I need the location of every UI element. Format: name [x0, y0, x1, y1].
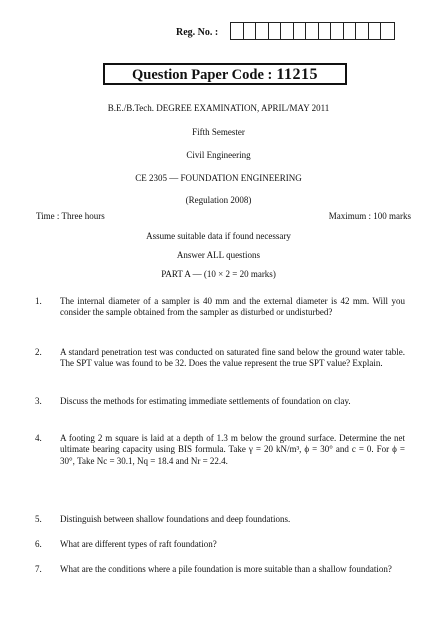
assume-instruction: Assume suitable data if found necessary [146, 231, 291, 241]
reg-no-digit-box[interactable] [256, 23, 269, 39]
reg-no-digit-box[interactable] [331, 23, 344, 39]
reg-no-digit-box[interactable] [231, 23, 244, 39]
regulation: (Regulation 2008) [185, 195, 252, 205]
question-number: 3. [35, 396, 42, 406]
reg-no-label: Reg. No. : [176, 27, 219, 38]
question-text: The internal diameter of a sampler is 40 mm and the external diameter is 42 mm. Will you consider the sample obtained from the sampler as disturbed or undisturbed? [60, 296, 405, 318]
reg-no-digit-box[interactable] [344, 23, 357, 39]
question-paper-code-box [103, 63, 347, 85]
qp-code-label: Question Paper Code : [132, 67, 273, 83]
part-a-heading: PART A — (10 × 2 = 20 marks) [161, 269, 276, 279]
reg-no-digit-box[interactable] [381, 23, 394, 39]
question-text: A footing 2 m square is laid at a depth of 1.3 m below the ground surface. Determine the net ultimate bearing capacity using BIS formula. Take γ = 20 kN/m³, ϕ = 30° and c = 0. For ϕ = 30°, Take Nc = 30.1, Nq = 18.4 and Nr = 22.4. [60, 433, 405, 466]
question-number: 2. [35, 347, 42, 357]
reg-no-digit-box[interactable] [319, 23, 332, 39]
branch: Civil Engineering [186, 150, 251, 160]
question-text: Distinguish between shallow foundations and deep foundations. [60, 514, 291, 524]
qp-code-number: 11215 [276, 66, 318, 83]
reg-no-digit-box[interactable] [356, 23, 369, 39]
reg-no-digit-box[interactable] [281, 23, 294, 39]
reg-no-digit-box[interactable] [269, 23, 282, 39]
reg-no-boxes[interactable] [230, 22, 395, 40]
degree-line: B.E./B.Tech. DEGREE EXAMINATION, APRIL/MAY 2011 [107, 103, 330, 113]
question-text: Discuss the methods for estimating immediate settlements of foundation on clay. [60, 396, 351, 406]
reg-no-digit-box[interactable] [244, 23, 257, 39]
course-title: CE 2305 — FOUNDATION ENGINEERING [135, 173, 302, 183]
question-number: 6. [35, 539, 42, 549]
question-number: 7. [35, 564, 42, 574]
question-number: 1. [35, 296, 42, 306]
question-number: 4. [35, 433, 42, 443]
reg-no-digit-box[interactable] [369, 23, 382, 39]
semester: Fifth Semester [192, 127, 245, 137]
time-allowed: Time : Three hours [36, 211, 105, 221]
question-text: What are the conditions where a pile foundation is more suitable than a shallow foundation? [60, 564, 392, 574]
question-text: A standard penetration test was conducted on saturated fine sand below the ground water table. The SPT value was found to be 32. Does the value represent the true SPT value? Explain. [60, 347, 405, 369]
answer-all-instruction: Answer ALL questions [176, 250, 261, 260]
reg-no-digit-box[interactable] [306, 23, 319, 39]
maximum-marks: Maximum : 100 marks [328, 211, 411, 221]
question-text: What are different types of raft foundation? [60, 539, 217, 549]
reg-no-digit-box[interactable] [294, 23, 307, 39]
question-number: 5. [35, 514, 42, 524]
